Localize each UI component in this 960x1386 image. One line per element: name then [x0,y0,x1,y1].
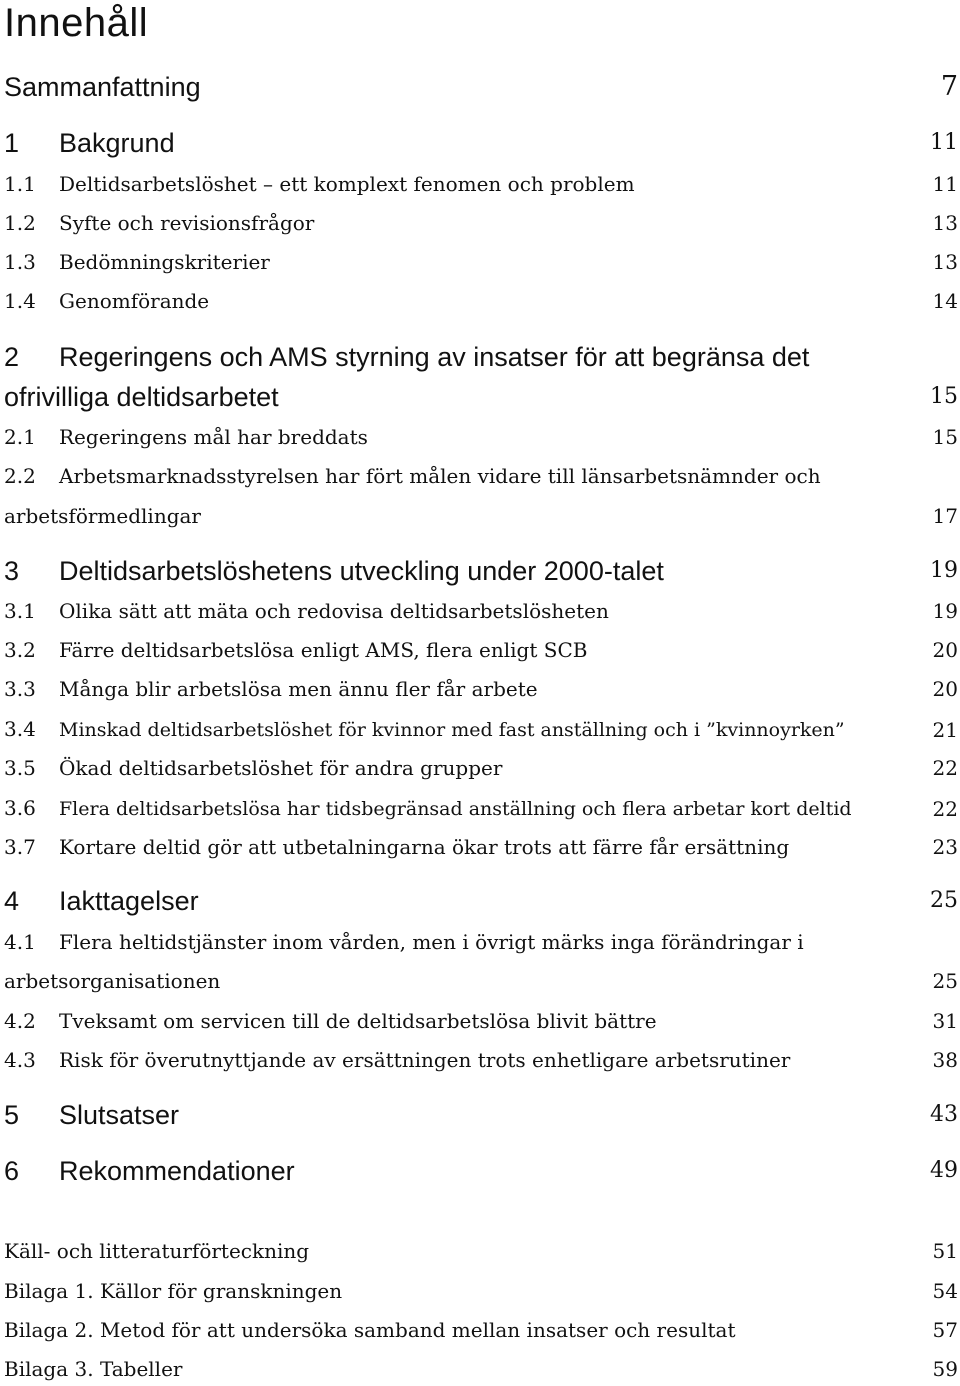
toc-entry-page: 7 [940,71,958,102]
toc-entry-page: 13 [932,250,958,274]
toc-section-number: 3.1 [4,599,36,623]
toc-section-number: 4.2 [4,1009,36,1033]
toc-section-number: 4.3 [4,1048,36,1072]
toc-section-title: Bedömningskriterier [59,250,270,274]
page-title: Innehåll [4,1,149,45]
toc-chapter-number: 6 [4,1156,20,1186]
toc-section-number: 1.1 [4,172,36,196]
toc-chapter-title: Slutsatser [59,1100,180,1130]
toc-section-number: 1.3 [4,250,36,274]
toc-section-1-4[interactable] [4,288,958,314]
toc-section-1-1[interactable] [4,171,958,197]
toc-section-title: Syfte och revisionsfrågor [59,211,315,235]
toc-section-title: Deltidsarbetslöshet – ett komplext fenomen och problem [59,172,635,196]
toc-appendix-title: Bilaga 1. Källor för granskningen [4,1279,343,1303]
toc-appendix-2[interactable] [4,1317,958,1343]
toc-entry-page: 13 [932,211,958,235]
toc-chapter-number: 5 [4,1100,20,1130]
toc-chapter-title: Iakttagelser [59,886,199,916]
toc-section-3-5[interactable] [4,755,958,781]
toc-entry-page: 15 [932,425,958,449]
toc-section-title: Tveksamt om servicen till de deltidsarbetslösa blivit bättre [59,1009,657,1033]
toc-section-number: 3.3 [4,677,36,701]
toc-section-4-1[interactable] [4,929,958,955]
toc-chapter-number: 1 [4,128,20,158]
toc-entry-page: 11 [930,130,958,155]
toc-section-number: 3.2 [4,638,36,662]
toc-section-title-line-1: Arbetsmarknadsstyrelsen har fört målen vidare till länsarbetsnämnder och [59,464,821,488]
toc-section-number: 3.7 [4,835,36,859]
toc-chapter-number: 2 [4,342,20,372]
toc-chapter-3[interactable] [4,554,958,588]
toc-section-1-3[interactable] [4,249,958,275]
toc-entry-page: 23 [932,835,958,859]
toc-section-number: 1.2 [4,211,36,235]
toc-entry-page: 43 [930,1102,958,1127]
toc-section-3-7[interactable] [4,834,958,860]
toc-entry-page: 22 [932,797,958,821]
toc-entry-page: 14 [932,289,958,313]
toc-appendix-1[interactable] [4,1278,958,1304]
toc-section-title: Flera deltidsarbetslösa har tidsbegränsad anställning och flera arbetar kort deltid [59,798,852,820]
toc-entry-page: 21 [932,718,958,742]
toc-entry-page: 19 [932,599,958,623]
toc-entry-page: 19 [930,558,958,583]
toc-chapter-2[interactable] [4,340,958,374]
toc-section-3-6[interactable] [4,795,958,822]
toc-appendix-references[interactable] [4,1238,958,1264]
toc-chapter-title: Rekommendationer [59,1156,295,1186]
toc-entry-page: 20 [932,677,958,701]
toc-appendix-3[interactable] [4,1356,958,1382]
toc-section-number: 3.4 [4,717,36,741]
toc-chapter-2-continued[interactable] [4,380,958,414]
toc-section-2-1[interactable] [4,424,958,450]
toc-entry-page: 11 [932,172,958,196]
toc-chapter-title-line-1: Regeringens och AMS styrning av insatser för att begränsa det [59,342,810,372]
toc-section-title: Olika sätt att mäta och redovisa deltidsarbetslösheten [59,599,609,623]
toc-section-title-line-1: Flera heltidstjänster inom vården, men i övrigt märks inga förändringar i [59,930,804,954]
toc-section-title: Färre deltidsarbetslösa enligt AMS, flera enligt SCB [59,638,588,662]
toc-chapter-5[interactable] [4,1098,958,1132]
toc-chapter-1[interactable] [4,126,958,160]
toc-section-3-3[interactable] [4,676,958,702]
toc-section-1-2[interactable] [4,210,958,236]
toc-entry-page: 15 [930,384,958,409]
toc-section-number: 1.4 [4,289,36,313]
toc-appendix-title: Bilaga 3. Tabeller [4,1357,183,1381]
toc-section-title-line-2: arbetsorganisationen [4,969,221,993]
toc-section-title: Kortare deltid gör att utbetalningarna ökar trots att färre får ersättning [59,835,790,859]
toc-section-3-4[interactable] [4,716,958,743]
toc-section-number: 3.5 [4,756,36,780]
toc-chapter-title: Bakgrund [59,128,175,158]
toc-section-2-2-continued[interactable] [4,503,958,529]
toc-section-4-3[interactable] [4,1047,958,1073]
toc-chapter-title-line-2: ofrivilliga deltidsarbetet [4,382,279,412]
toc-entry-page: 49 [930,1158,958,1183]
toc-entry-page: 25 [932,969,958,993]
toc-entry-page: 51 [932,1239,958,1263]
toc-section-title: Ökad deltidsarbetslöshet för andra grupper [59,756,503,780]
toc-section-number: 2.2 [4,464,36,488]
toc-section-number: 4.1 [4,930,36,954]
toc-appendix-title: Käll- och litteraturförteckning [4,1239,310,1263]
toc-entry-page: 54 [932,1279,958,1303]
toc-section-title: Genomförande [59,289,210,313]
toc-entry-summary[interactable] [4,70,958,104]
toc-entry-page: 38 [932,1048,958,1072]
toc-chapter-number: 4 [4,886,20,916]
toc-entry-page: 59 [932,1357,958,1381]
toc-section-title: Många blir arbetslösa men ännu fler får arbete [59,677,538,701]
toc-entry-page: 20 [932,638,958,662]
toc-section-number: 2.1 [4,425,36,449]
toc-section-title: Minskad deltidsarbetslöshet för kvinnor med fast anställning och i ”kvinnoyrken” [59,719,845,741]
toc-entry-page: 57 [932,1318,958,1342]
toc-entry-title: Sammanfattning [4,72,201,102]
toc-appendix-title: Bilaga 2. Metod för att undersöka samband mellan insatser och resultat [4,1318,736,1342]
toc-chapter-6[interactable] [4,1154,958,1188]
toc-section-title-line-2: arbetsförmedlingar [4,504,201,528]
toc-chapter-title: Deltidsarbetslöshetens utveckling under 2000-talet [59,556,664,586]
toc-entry-page: 31 [932,1009,958,1033]
toc-entry-page: 22 [932,756,958,780]
toc-entry-page: 25 [930,888,958,913]
toc-section-4-2[interactable] [4,1008,958,1034]
toc-section-title: Regeringens mål har breddats [59,425,368,449]
toc-section-3-2[interactable] [4,637,958,663]
toc-section-3-1[interactable] [4,598,958,624]
toc-chapter-4[interactable] [4,884,958,918]
toc-section-title: Risk för överutnyttjande av ersättningen trots enhetligare arbetsrutiner [59,1048,791,1072]
toc-section-4-1-continued[interactable] [4,968,958,994]
toc-chapter-number: 3 [4,556,20,586]
toc-section-2-2[interactable] [4,463,958,489]
toc-section-number: 3.6 [4,796,36,820]
toc-entry-page: 17 [932,504,958,528]
